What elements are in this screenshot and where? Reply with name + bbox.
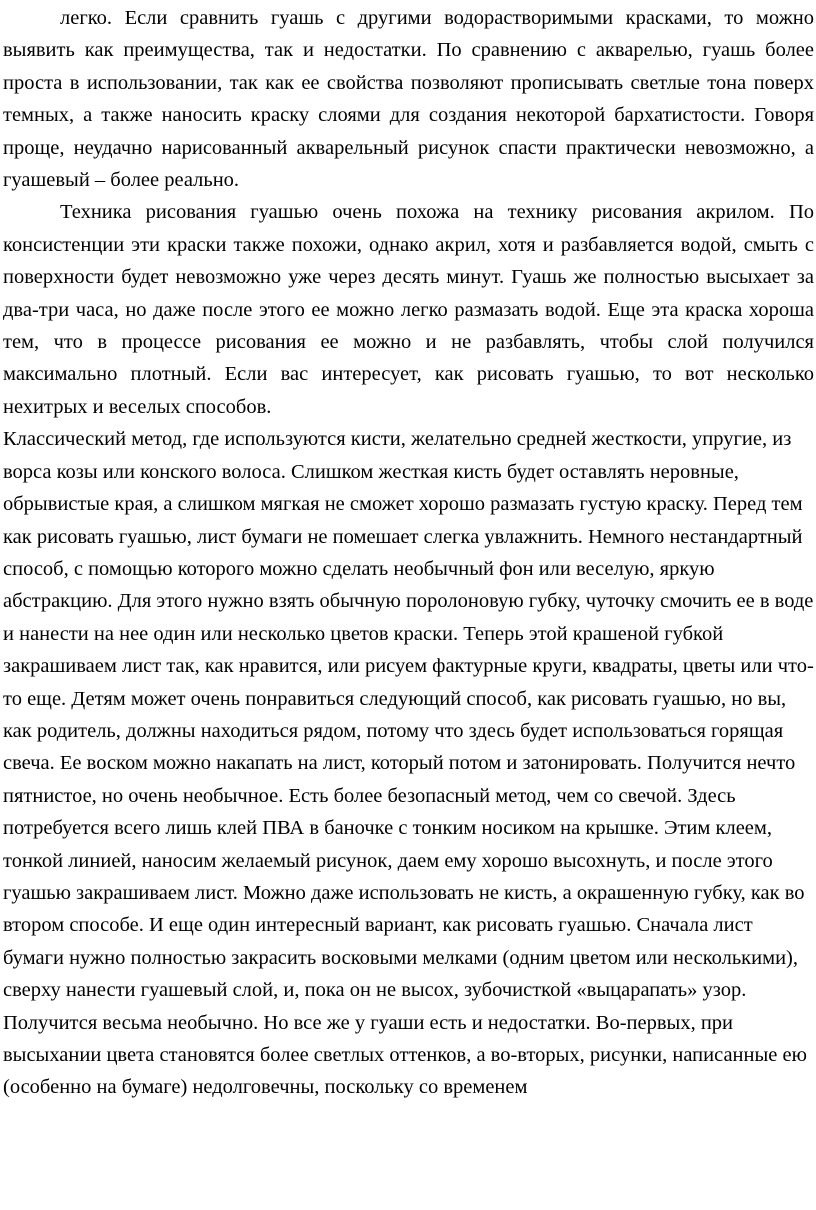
paragraph-gouache-technique: Техника рисования гуашью очень похожа на технику рисования акрилом. По консистенции эти краски также похожи, однако акрил, хотя и разбавляется водой, смыть с поверхности будет невозможно уже через десять минут. Гуашь же полностью высыхает за два-три часа, но даже после этого ее можно легко размазать водой. Еще эта краска хороша тем, что в процессе рисования ее можно и не разбавлять, чтобы слой получился максимально плотный. Если вас интересует, как рисовать гуашью, то вот несколько нехитрых и веселых способов. xyxy=(3,201,814,418)
paragraph-painting-methods: Классический метод, где используются кисти, желательно средней жесткости, упругие, из ворса козы или конского волоса. Слишком жесткая кисть будет оставлять неровные, обрывистые края, а слишком мягкая не сможет хорошо размазать густую краску. Перед тем как рисовать гуашью, лист бумаги не помешает слегка увлажнить. Немного нестандартный способ, с помощью которого можно сделать необычный фон или веселую, яркую абстракцию. Для этого нужно взять обычную поролоновую губку, чуточку смочить ее в воде и нанести на нее один или несколько цветов краски. Теперь этой крашеной губкой закрашиваем лист так, как нравится, или рисуем фактурные круги, квадраты, цветы или что-то еще. Детям может очень понравиться следующий способ, как рисовать гуашью, но вы, как родитель, должны находиться рядом, потому что здесь будет использоваться горящая свеча. Ее воском можно накапать на лист, который потом и затонировать. Получится нечто пятнистое, но очень необычное. Есть более безопасный метод, чем со свечой. Здесь потребуется всего лишь клей ПВА в баночке с тонким носиком на крышке. Этим клеем, тонкой линией, наносим желаемый рисунок, даем ему хорошо высохнуть, и после этого гуашью закрашиваем лист. Можно даже использовать не кисть, а окрашенную губку, как во втором способе. И еще один интересный вариант, как рисовать гуашью. Сначала лист бумаги нужно полностью закрасить восковыми мелками (одним цветом или несколькими), сверху нанести гуашевый слой, и, пока он не высох, зубочисткой «выцарапать» узор. Получится весьма необычно. Но все же у гуаши есть и недостатки. Во-первых, при высыхании цвета становятся более светлых оттенков, а во-вторых, рисунки, написанные ею (особенно на бумаге) недолговечны, поскольку со временем xyxy=(3,428,814,1099)
paragraph-gouache-comparison: легко. Если сравнить гуашь с другими водорастворимыми красками, то можно выявить как преимущества, так и недостатки. По сравнению с акварелью, гуашь более проста в использовании, так как ее свойства позволяют прописывать светлые тона поверх темных, а также наносить краску слоями для создания некоторой бархатистости. Говоря проще, неудачно нарисованный акварельный рисунок спасти практически невозможно, а гуашевый – более реально. xyxy=(3,7,814,192)
